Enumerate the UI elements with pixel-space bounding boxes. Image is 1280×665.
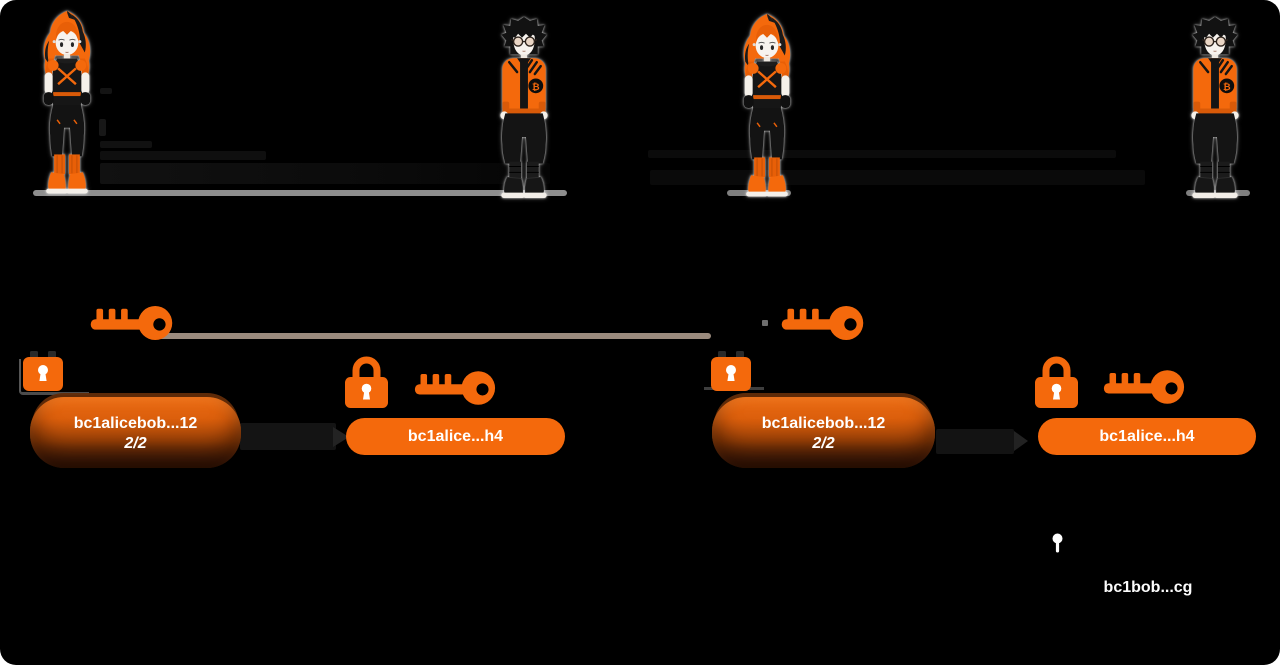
faint-remnant [100, 151, 266, 160]
multisig-address-pill [30, 397, 241, 468]
alice-character [29, 9, 105, 195]
flow-arrow [240, 423, 336, 450]
address-label: bc1alice...h4 [407, 427, 504, 445]
keyhole-icon [1051, 533, 1064, 553]
key-icon [88, 305, 175, 341]
bob-character [485, 15, 563, 198]
key-icon [1103, 368, 1185, 406]
address-pill [1038, 418, 1256, 455]
address-pill [346, 418, 565, 455]
faint-remnant [650, 170, 1145, 185]
faint-remnant [648, 150, 1116, 158]
bob-address-label: bc1bob...cg [1103, 579, 1193, 596]
bob-character [1176, 15, 1254, 198]
alice-character [729, 12, 805, 198]
connector-line [153, 333, 711, 339]
multisig-address-pill [712, 397, 935, 468]
address-label: bc1alice...h4 [1099, 427, 1195, 445]
key-icon [414, 369, 496, 407]
key-icon [779, 305, 866, 341]
padlock-closed-icon [1035, 353, 1078, 408]
padlock-closed-icon [345, 353, 388, 408]
threshold-label: 2/2 [812, 435, 835, 452]
faint-remnant [100, 141, 152, 148]
faint-remnant [100, 163, 550, 184]
threshold-label: 2/2 [124, 435, 147, 452]
padlock-open-icon [711, 350, 751, 391]
line-fragment [762, 320, 768, 326]
flow-arrow-head [1014, 431, 1028, 451]
address-label: bc1alicebob...12 [73, 415, 198, 432]
padlock-open-icon [23, 350, 63, 391]
address-label: bc1alicebob...12 [761, 415, 886, 432]
flow-arrow [936, 429, 1014, 454]
